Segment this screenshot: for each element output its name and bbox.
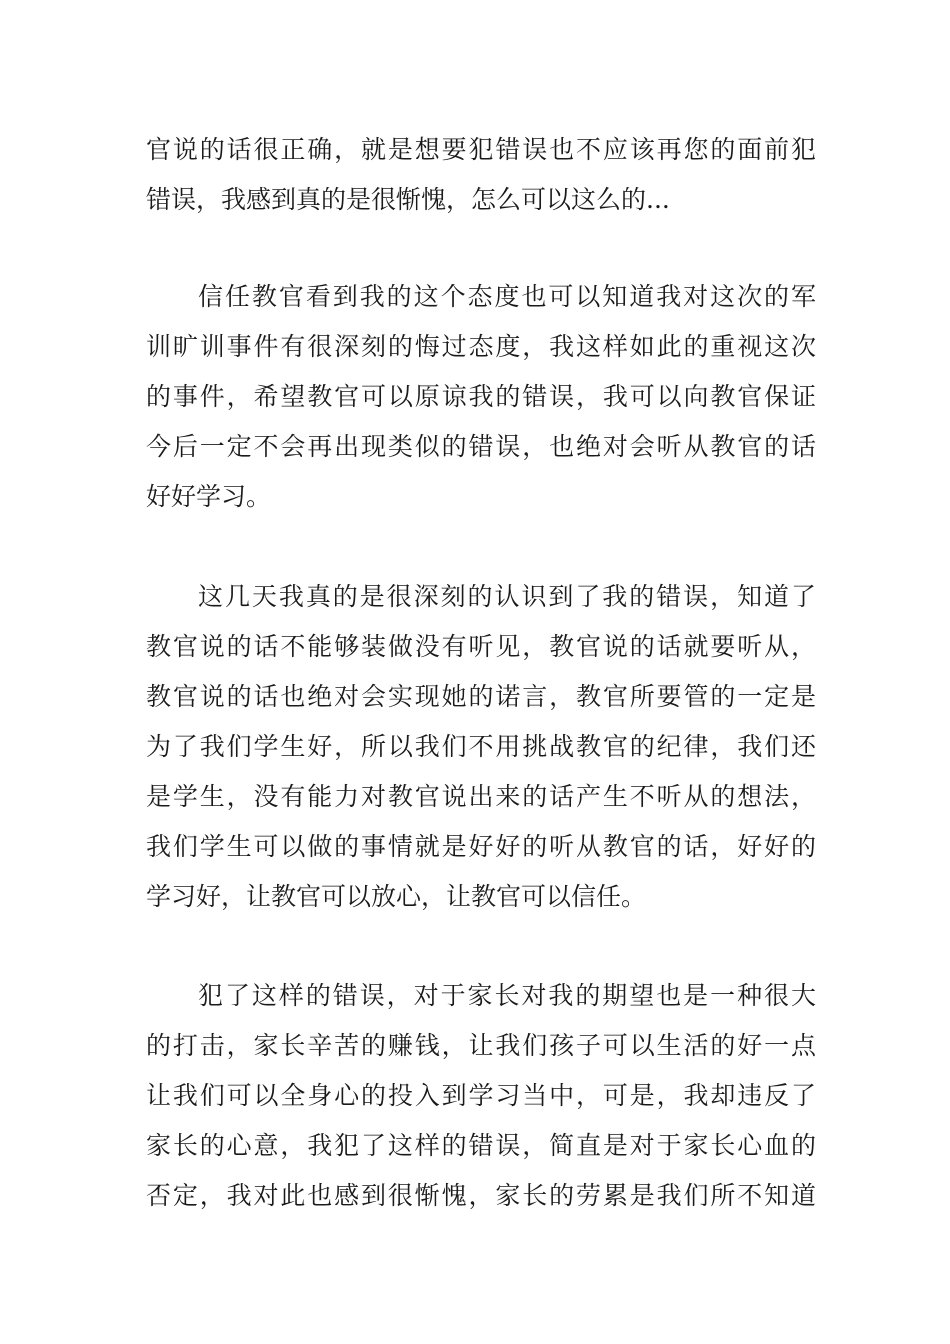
paragraph-line: 的事件，希望教官可以原谅我的错误，我可以向教官保证 <box>146 382 816 411</box>
paragraph-line: 家长的心意，我犯了这样的错误，简直是对于家长心血的 <box>146 1131 816 1160</box>
paragraph-line: 是学生，没有能力对教官说出来的话产生不听从的想法， <box>146 782 816 811</box>
paragraph-line: 否定，我对此也感到很惭愧，家长的劳累是我们所不知道 <box>146 1181 816 1210</box>
paragraph-line: 为了我们学生好，所以我们不用挑战教官的纪律，我们还 <box>146 732 816 761</box>
paragraph-4 <box>146 971 816 1221</box>
paragraph-line: 今后一定不会再出现类似的错误，也绝对会听从教官的话 <box>146 432 816 461</box>
paragraph-line: 犯了这样的错误，对于家长对我的期望也是一种很大 <box>198 981 816 1010</box>
paragraph-line: 好好学习。 <box>146 482 272 511</box>
paragraph-2 <box>146 272 816 522</box>
paragraph-1 <box>146 125 816 225</box>
paragraph-line: 官说的话很正确，就是想要犯错误也不应该再您的面前犯 <box>146 135 816 164</box>
paragraph-line: 训旷训事件有很深刻的悔过态度，我这样如此的重视这次 <box>146 332 816 361</box>
paragraph-line: 我们学生可以做的事情就是好好的听从教官的话，好好的 <box>146 832 816 861</box>
paragraph-line: 学习好，让教官可以放心，让教官可以信任。 <box>146 882 647 911</box>
paragraph-3 <box>146 572 816 922</box>
paragraph-line: 教官说的话不能够装做没有听见，教官说的话就要听从， <box>146 632 816 661</box>
paragraph-line: 信任教官看到我的这个态度也可以知道我对这次的军 <box>198 282 816 311</box>
paragraph-line: 教官说的话也绝对会实现她的诺言，教官所要管的一定是 <box>146 682 816 711</box>
paragraph-line: 这几天我真的是很深刻的认识到了我的错误，知道了 <box>198 582 816 611</box>
paragraph-line: 让我们可以全身心的投入到学习当中，可是，我却违反了 <box>146 1081 816 1110</box>
paragraph-line: 的打击，家长辛苦的赚钱，让我们孩子可以生活的好一点 <box>146 1031 816 1060</box>
paragraph-line: 错误，我感到真的是很惭愧，怎么可以这么的... <box>146 185 670 214</box>
